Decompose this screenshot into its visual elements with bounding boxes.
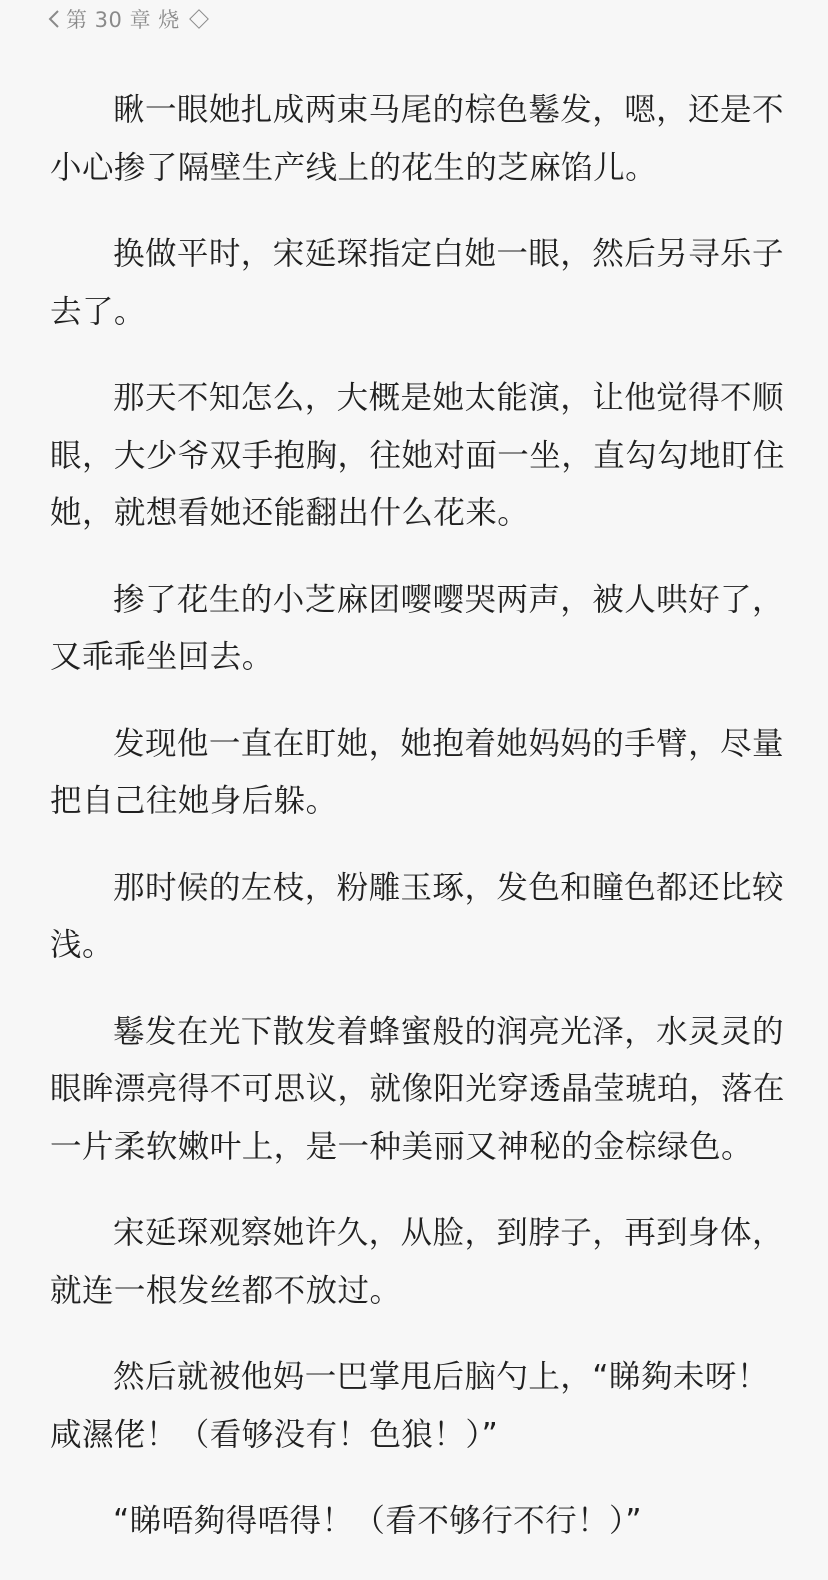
paragraph: 瞅一眼她扎成两束马尾的棕色鬈发，嗯，还是不小心掺了隔壁生产线上的花生的芝麻馅儿。 [50, 92, 784, 186]
chapter-content [50, 82, 786, 1580]
paragraph: 那天不知怎么，大概是她太能演，让他觉得不顺眼，大少爷双手抱胸，往她对面一坐，直勾勾地盯住她，就想看她还能翻出什么花来。 [50, 380, 785, 531]
chevron-left-icon[interactable] [46, 7, 62, 31]
paragraph: 发现他一直在盯她，她抱着她妈妈的手臂，尽量把自己往她身后躲。 [50, 725, 784, 819]
paragraph: 宋延琛观察她许久，从脸，到脖子，再到身体，就连一根发丝都不放过。 [50, 1215, 784, 1309]
diamond-icon [189, 9, 209, 29]
paragraph: 然后就被他妈一巴掌甩后脑勺上，“睇夠未呀！咸濕佬！（看够没有！色狼！）” [50, 1359, 769, 1453]
paragraph: “睇唔夠得唔得！（看不够行不行！）” [113, 1503, 642, 1539]
paragraph: 鬈发在光下散发着蜂蜜般的润亮光泽，水灵灵的眼眸漂亮得不可思议，就像阳光穿透晶莹琥珀，落在一片柔软嫩叶上，是一种美丽又神秘的金棕绿色。 [50, 1013, 785, 1165]
top-bar [0, 0, 828, 38]
paragraph: 换做平时，宋延琛指定白她一眼，然后另寻乐子去了。 [50, 236, 784, 330]
paragraph: 那时候的左枝，粉雕玉琢，发色和瞳色都还比较浅。 [50, 869, 784, 963]
chapter-title: 第 30 章 烧 [66, 8, 180, 32]
paragraph: 掺了花生的小芝麻团嘤嘤哭两声，被人哄好了，又乖乖坐回去。 [50, 581, 784, 675]
chapter-title-area[interactable] [66, 4, 206, 34]
